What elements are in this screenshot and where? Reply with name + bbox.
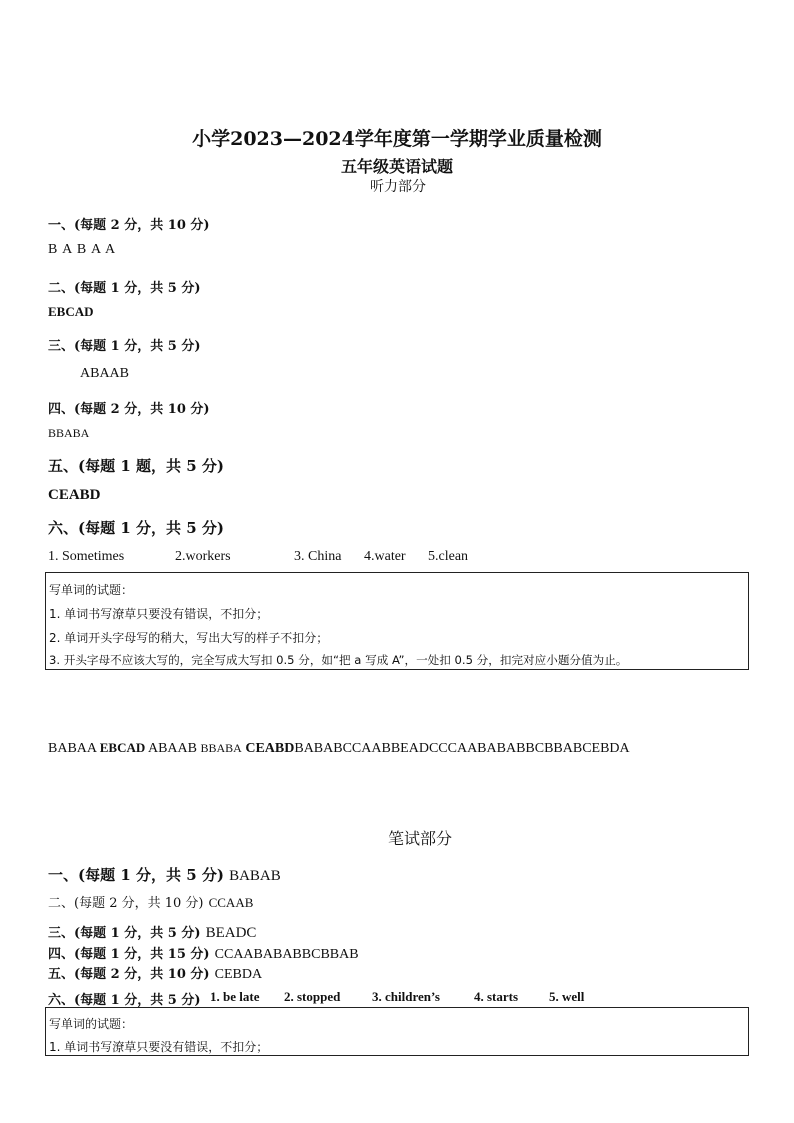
written-q6-answer-4: 4. starts — [474, 989, 519, 1004]
listening-q5-answer: CEABD — [48, 487, 101, 503]
answer-summary-line — [48, 740, 630, 757]
written-q3 — [48, 922, 256, 942]
listening-q2-heading: 二、(每题 1 分，共 5 分) — [48, 281, 201, 296]
summary-part: BABABCCAABBEADCCCAABABABBCBBABCEBDA — [294, 741, 630, 756]
listening-q4-answer: BBABA — [48, 426, 90, 440]
summary-part: ABAAB — [147, 741, 197, 756]
written-q6-answer-5: 5. well — [549, 989, 585, 1004]
rule-box-title: 写单词的试题： — [49, 1017, 134, 1031]
listening-q6-heading: 六、(每题 1 分，共 5 分) — [48, 519, 224, 537]
summary-part: BABAA — [48, 741, 97, 756]
written-q3-heading: 三、(每题 1 分，共 5 分) — [48, 926, 201, 941]
rule-line: 2. 单词开头字母写的稍大，写出大写的样子不扣分； — [49, 631, 329, 645]
written-q4-answer: CCAABABABBCBBAB — [214, 947, 359, 962]
written-section-title: 笔试部分 — [388, 829, 453, 848]
rule-line: 3. 开头字母不应该大写的，完全写成大写扣 0.5 分，如“把 a 写成 A”，一处扣 0.5 分，扣完对应小题分值为止。 — [49, 653, 628, 667]
listening-q3-heading: 三、(每题 1 分，共 5 分) — [48, 339, 201, 354]
written-q1 — [48, 864, 281, 885]
listening-q6-answer-2: 2.workers — [175, 549, 231, 564]
written-q3-answer: BEADC — [205, 925, 257, 941]
written-q1-heading: 一、(每题 1 分，共 5 分) — [48, 866, 224, 884]
listening-q4-heading: 四、(每题 2 分，共 10 分) — [48, 402, 210, 417]
listening-q1-heading: 一、(每题 2 分，共 10 分) — [48, 218, 210, 233]
written-q5-heading: 五、(每题 2 分，共 10 分) — [48, 967, 210, 982]
page-subtitle: 五年级英语试题 — [340, 157, 453, 176]
listening-q5-heading: 五、(每题 1 题，共 5 分) — [48, 457, 224, 475]
listening-q3-answer: ABAAB — [80, 366, 130, 381]
summary-part: EBCAD — [99, 740, 146, 755]
rule-line: 1. 单词书写潦草只要没有错误，不扣分； — [49, 1040, 269, 1054]
written-q5 — [48, 963, 262, 983]
listening-q6-answer-4: 4.water — [364, 549, 406, 564]
rule-line: 1. 单词书写潦草只要没有错误，不扣分； — [49, 607, 269, 621]
written-q4-heading: 四、(每题 1 分，共 15 分) — [48, 947, 210, 962]
listening-q1-answer: B A B A A — [48, 242, 117, 257]
written-q2 — [48, 892, 253, 911]
listening-section-title: 听力部分 — [370, 179, 426, 195]
page-title: 小学2023—2024学年度第一学期学业质量检测 — [192, 128, 602, 150]
rule-box — [45, 572, 749, 670]
rule-box-title: 写单词的试题： — [49, 583, 134, 597]
listening-q6-answer-3: 3. China — [294, 549, 342, 564]
written-q6-heading: 六、(每题 1 分，共 5 分) — [48, 993, 201, 1008]
written-q6-answer-1: 1. be late — [210, 989, 260, 1004]
summary-part: BBABA — [200, 741, 242, 755]
listening-q6-answer-5: 5.clean — [428, 549, 469, 564]
written-q6-answer-3: 3. children’s — [372, 989, 440, 1004]
written-q2-answer: CCAAB — [208, 895, 254, 910]
written-q4 — [48, 943, 359, 963]
rule-box — [45, 1007, 749, 1056]
written-q6 — [48, 989, 201, 1008]
written-q1-answer: BABAB — [229, 868, 281, 884]
listening-q2-answer: EBCAD — [48, 304, 94, 319]
listening-q6-answer-1: 1. Sometimes — [48, 549, 125, 564]
written-q6-answer-2: 2. stopped — [284, 989, 341, 1004]
summary-part: CEABD — [245, 741, 295, 756]
written-q5-answer: CEBDA — [214, 967, 263, 982]
written-q2-heading: 二、(每题 2 分，共 10 分) — [48, 896, 204, 911]
